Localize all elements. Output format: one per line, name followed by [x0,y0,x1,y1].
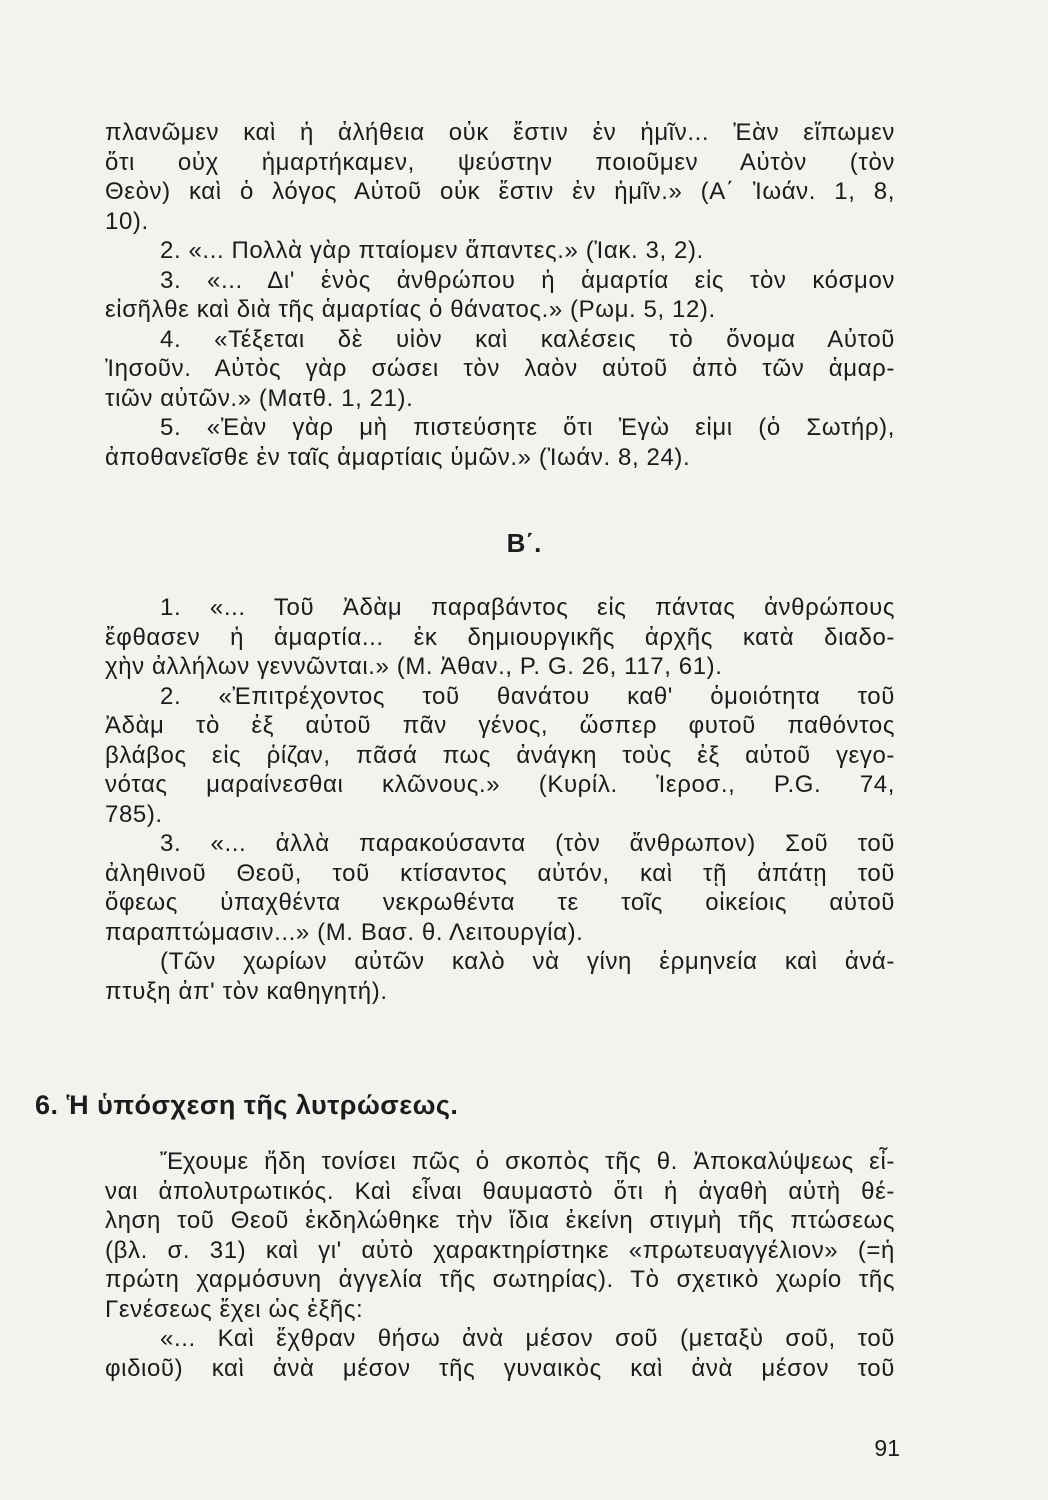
text-line: πρώτη χαρμόσυνη ἀγγελία τῆς σωτηρίας). Τὸ σχετικὸ χωρίο τῆς [105,1266,895,1293]
text-line: 1. «... Τοῦ Ἀδὰμ παραβάντος εἰς πάντας ἀνθρώπους [160,594,895,621]
text-line: ἀποθανεῖσθε ἐν ταῖς ἁμαρτίαις ὑμῶν.» (Ἰωάν. 8, 24). [105,443,691,471]
text-line: ὄφεως ὑπαχθέντα νεκρωθέντα τε τοῖς οἰκείοις αὐτοῦ [105,889,895,916]
text-line: ληση τοῦ Θεοῦ ἐκδηλώθηκε τὴν ἴδια ἐκείνη στιγμὴ τῆς πτώσεως [105,1207,895,1234]
text-line: Γενέσεως ἔχει ὡς ἑξῆς: [105,1295,364,1323]
text-line: εἰσῆλθε καὶ διὰ τῆς ἁμαρτίας ὁ θάνατος.» (Ρωμ. 5, 12). [105,296,716,323]
text-line: ἔφθασεν ἡ ἁμαρτία... ἐκ δημιουργικῆς ἀρχῆς κατὰ διαδο- [105,623,895,651]
text-line: ὅτι οὐχ ἡμαρτήκαμεν, ψεύστην ποιοῦμεν Αὐτὸν (τὸν [105,148,895,176]
text-line: Θεὸν) καὶ ὁ λόγος Αὐτοῦ οὐκ ἔστιν ἐν ἡμῖν.» (Α΄ Ἰωάν. 1, 8, [105,178,895,205]
text-line: πτυξη ἀπ' τὸν καθηγητή). [105,977,388,1005]
section-heading-b: Β΄. [506,528,542,558]
text-line: 3. «... Δι' ἑνὸς ἀνθρώπου ἡ ἁμαρτία εἰς τὸν κόσμον [160,266,895,294]
text-line: ἀληθινοῦ Θεοῦ, τοῦ κτίσαντος αὐτόν, καὶ τῇ ἀπάτῃ τοῦ [105,859,895,887]
text-line: παραπτώμασιν...» (Μ. Βασ. θ. Λειτουργία). [105,918,584,946]
text-line: τιῶν αὐτῶν.» (Ματθ. 1, 21). [105,384,414,412]
text-line: 5. «Ἐὰν γὰρ μὴ πιστεύσητε ὅτι Ἐγὼ εἰμι (ὁ Σωτήρ), [160,414,895,441]
text-line: χὴν ἀλλήλων γεννῶνται.» (Μ. Ἀθαν., P. G. 26, 117, 61). [105,653,723,680]
text-line: νότας μαραίνεσθαι κλῶνους.» (Κυρίλ. Ἱεροσ., P.G. 74, [105,771,895,798]
text-line: 785). [105,800,163,828]
references-block-b [105,593,895,1006]
text-line: 2. «... Πολλὰ γὰρ πταίομεν ἅπαντες.» (Ἰακ. 3, 2). [160,237,704,264]
text-line: (Τῶν χωρίων αὐτῶν καλὸ νὰ γίνη ἑρμηνεία καὶ ἀνά- [160,948,895,975]
text-line: Ἀδὰμ τὸ ἐξ αὐτοῦ πᾶν γένος, ὥσπερ φυτοῦ παθόντος [105,712,895,739]
section-title: 6. Ἡ ὑπόσχεση τῆς λυτρώσεως. [35,1090,459,1120]
text-line: Ἔχουμε ἤδη τονίσει πῶς ὁ σκοπὸς τῆς θ. Ἀποκαλύψεως εἶ- [160,1148,895,1175]
text-line: ναι ἀπολυτρωτικός. Καὶ εἶναι θαυμαστὸ ὅτι ἡ ἀγαθὴ αὐτὴ θέ- [105,1177,895,1205]
text-line: «... Καὶ ἔχθραν θήσω ἀνὰ μέσον σοῦ (μεταξὺ σοῦ, τοῦ [160,1325,895,1352]
text-line: 10). [105,207,149,235]
text-line: 4. «Τέξεται δὲ υἱὸν καὶ καλέσεις τὸ ὄνομα Αὐτοῦ [160,325,895,353]
body-paragraph [105,1147,895,1383]
text-line: βλάβος εἰς ῥίζαν, πᾶσά πως ἀνάγκη τοὺς ἐξ αὐτοῦ γεγο- [105,741,895,769]
text-line: 3. «... ἀλλὰ παρακούσαντα (τὸν ἄνθρωπον) Σοῦ τοῦ [160,830,895,857]
text-line: φιδιοῦ) καὶ ἀνὰ μέσον τῆς γυναικὸς καὶ ἀνὰ μέσον τοῦ [105,1354,895,1382]
text-line: Ἰησοῦν. Αὐτὸς γὰρ σώσει τὸν λαὸν αὐτοῦ ἀπὸ τῶν ἁμαρ- [105,355,895,382]
text-line: 2. «Ἐπιτρέχοντος τοῦ θανάτου καθ' ὁμοιότητα τοῦ [160,682,895,710]
text-line: (βλ. σ. 31) καὶ γι' αὐτὸ χαρακτηρίστηκε «πρωτευαγγέλιον» (=ἡ [105,1236,895,1264]
page-number: 91 [874,1435,900,1461]
references-block-a [105,118,895,472]
text-line: πλανῶμεν καὶ ἡ ἀλήθεια οὐκ ἔστιν ἐν ἡμῖν... Ἐὰν εἴπωμεν [105,119,895,146]
